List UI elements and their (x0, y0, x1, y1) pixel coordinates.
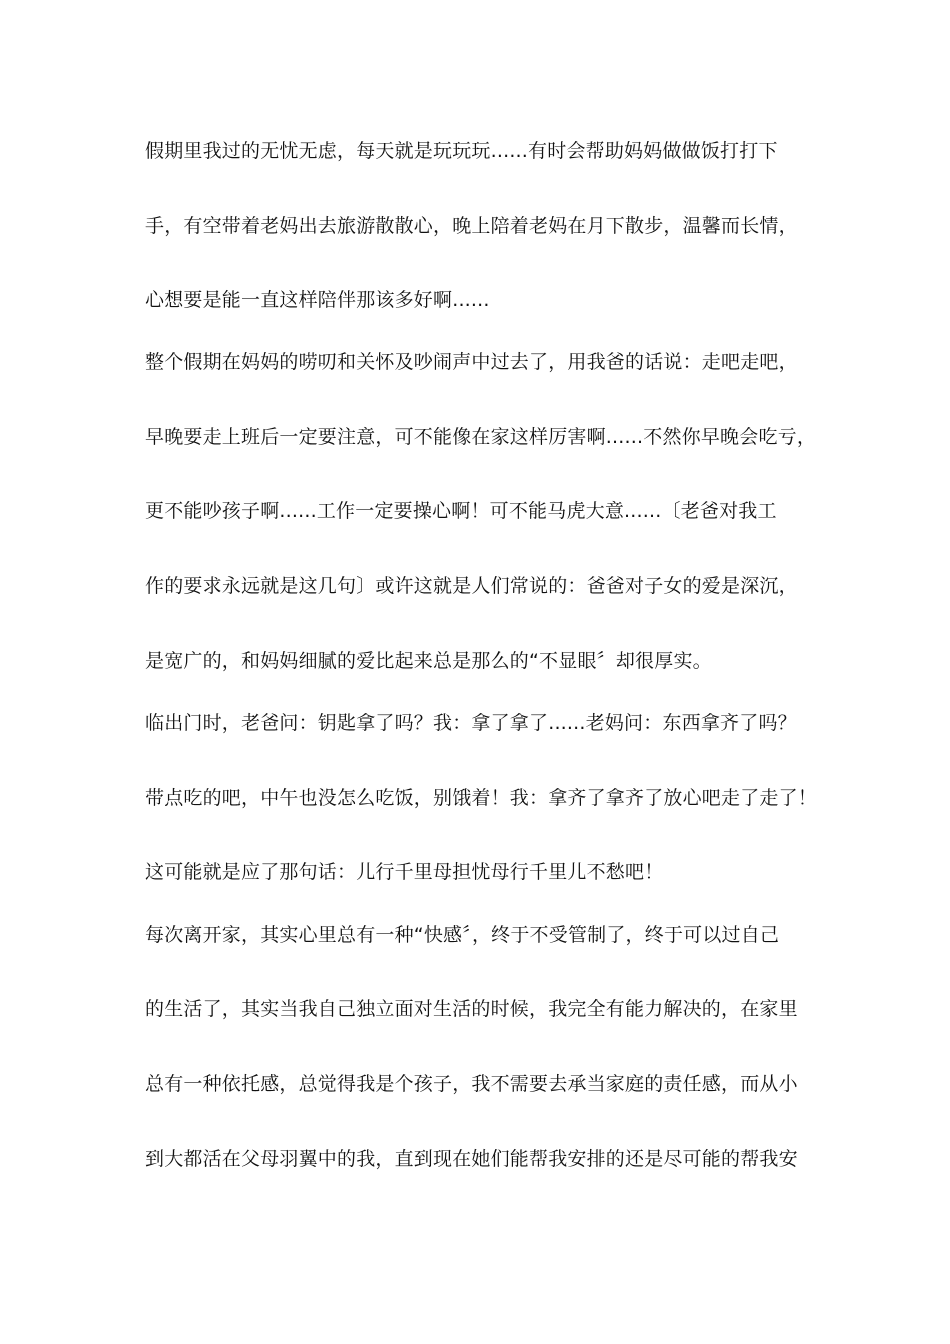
text-line: 总有一种依托感，总觉得我是个孩子，我不需要去承当家庭的责任感，而从小 (145, 1073, 798, 1095)
text-line: 这可能就是应了那句话：儿行千里母担忧母行千里儿不愁吧！ (145, 861, 664, 883)
text-line: 是宽广的，和妈妈细腻的爱比起来总是那么的“不显眼〞却很厚实。 (145, 650, 712, 672)
text-line: 心想要是能一直这样陪伴那该多好啊...... (145, 289, 490, 311)
text-line: 每次离开家，其实心里总有一种“快感〞，终于不受管制了，终于可以过自己 (145, 924, 780, 946)
text-line: 假期里我过的无忧无虑，每天就是玩玩玩......有时会帮助妈妈做做饭打打下 (145, 140, 778, 162)
text-line: 作的要求永远就是这几句〕或许这就是人们常说的：爸爸对子女的爱是深沉， (145, 575, 798, 597)
text-line: 临出门时，老爸问：钥匙拿了吗？我：拿了拿了......老妈问：东西拿齐了吗？ (145, 712, 797, 734)
text-line: 早晚要走上班后一定要注意，可不能像在家这样厉害啊......不然你早晚会吃亏， (145, 426, 817, 448)
text-line: 更不能吵孩子啊......工作一定要操心啊！可不能马虎大意......〔老爸对我工 (145, 500, 777, 522)
text-line: 带点吃的吧，中午也没怎么吃饭，别饿着！我：拿齐了拿齐了放心吧走了走了！ (145, 787, 818, 809)
text-line: 到大都活在父母羽翼中的我，直到现在她们能帮我安排的还是尽可能的帮我安 (145, 1148, 798, 1170)
text-line: 手，有空带着老妈出去旅游散散心，晚上陪着老妈在月下散步，温馨而长情， (145, 215, 798, 237)
text-line: 的生活了，其实当我自己独立面对生活的时候，我完全有能力解决的，在家里 (145, 998, 798, 1020)
text-line: 整个假期在妈妈的唠叨和关怀及吵闹声中过去了，用我爸的话说：走吧走吧， (145, 351, 798, 373)
